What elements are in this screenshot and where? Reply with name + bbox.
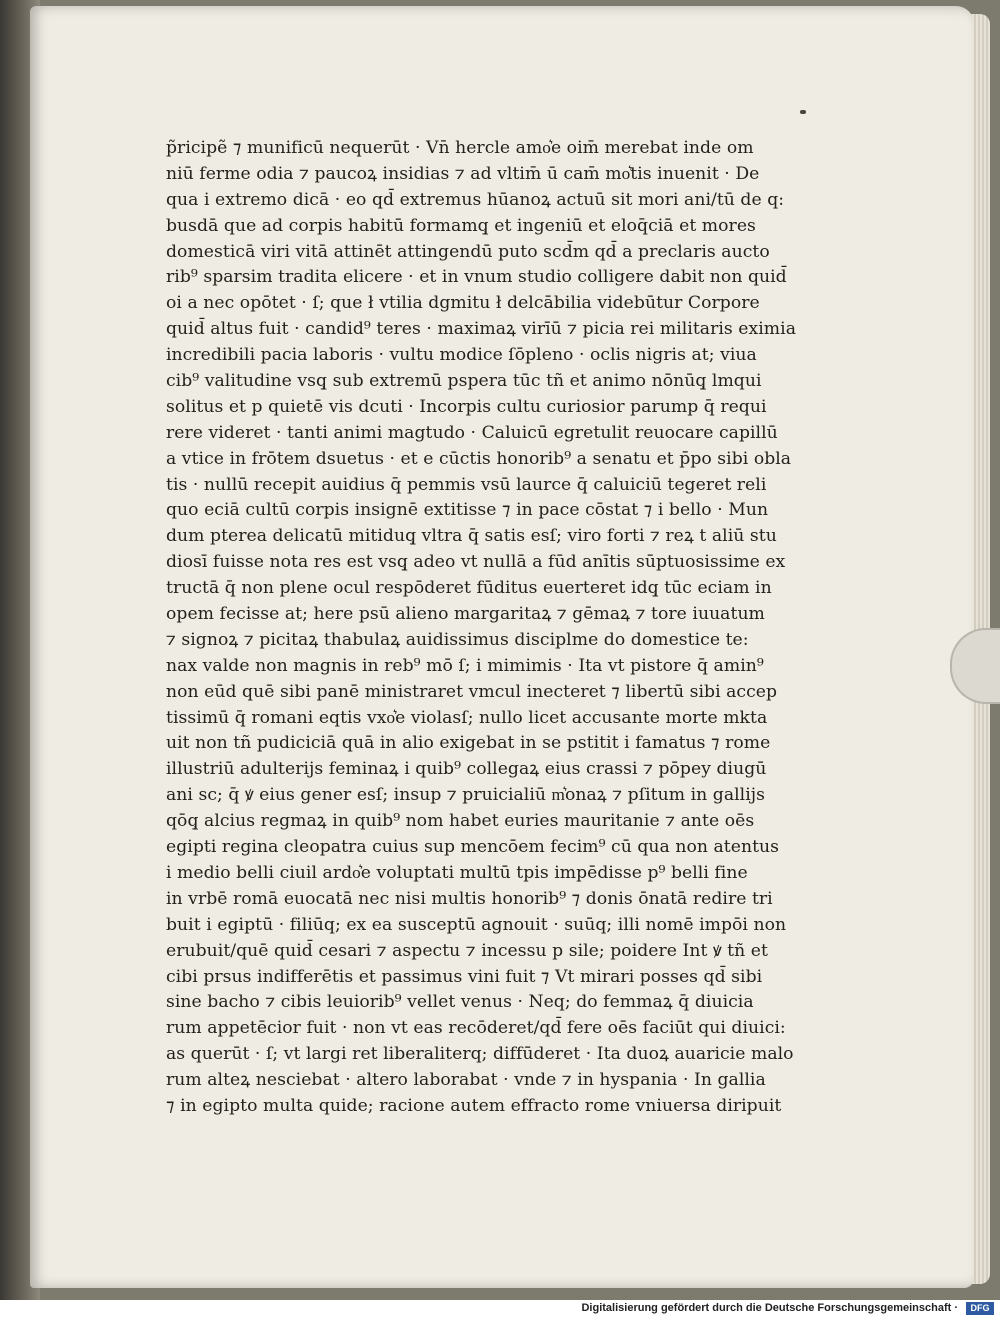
text-line: sine bacho ⁊ cibis leuiorib⁹ vellet venus · Neq; do femmaꝝ q̄ diuicia [166,992,754,1013]
text-line: p̃ricipẽ ⁊ munificū nequerūt · Vn̄ hercle amo͛e oim̄ merebat inde om [166,138,754,158]
text-line: a vtice in frōtem dsuetus · et e cūctis honorib⁹ a senatu et p̄po sibi obla [166,448,792,469]
text-line: oi a nec opōtet · ſ; que ł vtilia dgmitu ł delcābilia videbūtur Corpore [166,293,760,314]
text-line: as querūt · ſ; vt largi ret liberaliterq; diffūderet · Ita duoꝝ auaricie malo [166,1044,794,1065]
ink-mark [800,110,806,114]
text-line: buit i egiptū · filiūq; ex ea susceptū agnouit · suūq; illi nomē impōi non [166,914,787,935]
page-text-block [166,136,826,1120]
text-line: tis · nullū recepit auidius q̄ pemmis vsū laurce q̄ caluiciū tegeret reli [166,474,767,495]
text-line: illustriū adulterijs feminaꝝ i quib⁹ collegaꝝ eius crassi ⁊ pōpey diugū [166,759,767,780]
text-line: ⁊ signoꝝ ⁊ picitaꝝ thabulaꝝ auidissimus disciplme do domestice te: [166,629,749,650]
text-line: busdā que ad corpis habitū formamq̧ et ingeniū et eloq̄ciā et mores [166,215,756,236]
text-line: non eūd quē sibi panē ministraret vmcul inecteret ⁊ libertū sibi accep [166,681,778,702]
text-line: rere videret · tanti animi magtudo · Caluicū egretulit reuocare capillū [166,422,778,443]
text-line: tructā q̄ non plene ocul respōderet fūditus euerteret idq̧ tūc eciam in [166,578,772,599]
text-line: diosī fuisse nota res est vsq̧ adeo vt nullā a fūd anītis sūptuosissime ex [166,552,786,573]
text-line: quid̄ altus fuit · candid⁹ teres · maximaꝝ virīū ⁊ picia rei militaris eximia [166,319,796,340]
text-line: ani sc; q̄ ꝟ eius gener esſ; insup ⁊ pruicialiū m͛onaꝝ ⁊ pſitum in gallijs [166,785,766,806]
text-line: uit non tñ pudiciciā quā in alio exigebat in se pstitit i famatus ⁊ rome [166,733,771,754]
text-line: cib⁹ valitudine vsq̧ sub extremū pspera tūc tñ et animo nōnūq̧ lmqui [166,371,762,392]
text-line: niū ferme odia ⁊ paucoꝝ insidias ⁊ ad vltim̄ ū cam̄ mo͛tis inuenit · De [166,163,760,184]
text-line: rum alteꝝ nesciebat · altero laborabat · vnde ⁊ in hyspania · In gallia [166,1070,766,1091]
text-line: i medio belli ciuil ardo͛e voluptati multū tpis impēdisse p⁹ belli fine [166,862,748,883]
text-line: rum appetēcior fuit · non vt eas recōderet/qd̄ fere oēs faciūt qui diuici: [166,1018,786,1039]
text-line: in vrbē romā euocatā nec nisi multis honorib⁹ ⁊ donis ōnatā redire tri [166,888,773,909]
text-line: opem fecisse at; here psū alieno margaritaꝝ ⁊ gēmaꝝ ⁊ tore iuuatum [166,604,765,625]
text-line: nax valde non magnis in reb⁹ mō ſ; i mimimis · Ita vt pistore q̄ amin⁹ [166,655,764,676]
funding-credit: Digitalisierung gefördert durch die Deutsche Forschungsgemeinschaft · [581,1302,958,1314]
text-line: solitus et p quietē vis dcuti · Incorpis cultu curiosior parump q̄ requi [166,396,767,417]
text-line: domesticā viri vitā attinēt attingendū puto scd̄m qd̄ a preclaris aucto [166,241,770,262]
text-line: qua i extremo dicā · eo qd̄ extremus hūanoꝝ actuū sit mori ani/tū de q: [166,189,785,210]
dfg-logo: DFG [966,1302,994,1315]
text-line: qōq̧ alcius regmaꝝ in quib⁹ nom habet euries mauritanie ⁊ ante oēs [166,811,755,832]
text-line: erubuit/quē quid̄ cesari ⁊ aspectu ⁊ incessu p sile; poidere Int ꝟ tñ et [166,940,768,961]
text-line: tissimū q̄ romani eqtis vxo͛e violasſ; nullo licet accusante morte mkta [166,707,768,728]
text-line: rib⁹ sparsim tradita elicere · et in vnum studio colligere dabit non quid̄ [166,267,787,288]
text-line: incredibili pacia laboris · vultu modice ſōpleno · oclis nigris at; viua [166,345,757,366]
text-line: ⁊ in egipto multa quide; racione autem effracto rome vniuersa diripuit [166,1095,782,1116]
text-line: quo eciā cultū corpis insignē extitisse ⁊ in pace cōstat ⁊ i bello · Mun [166,500,769,521]
text-line: cibi prsus indifferētis et passimus vini fuit ⁊ Vt mirari posses qd̄ sibi [166,966,763,987]
footer-bar [0,1300,1000,1318]
text-line: egipti regina cleopatra cuius sup mencōem fecim⁹ cū qua non atentus [166,837,780,858]
text-line: dum pterea delicatū mitiduq̧ vltra q̄ satis esſ; viro forti ⁊ reꝝ t aliū stu [166,526,777,547]
